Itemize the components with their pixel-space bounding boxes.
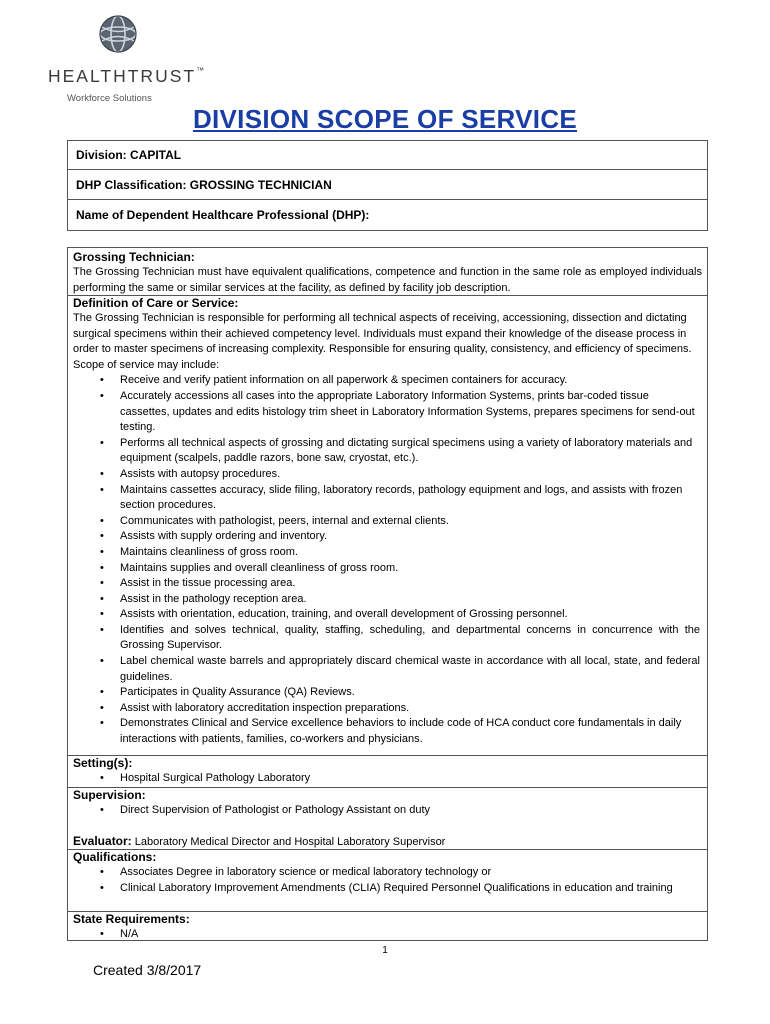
scope-box [67,247,708,941]
globe-icon [98,14,138,54]
list-item: • Label chemical waste barrels and appropriately discard chemical waste in accordance with all local, state, and federal guidelines. [73,654,702,685]
qualifications-heading: Qualifications: [73,850,157,864]
list-item: • Assist in the tissue processing area. [73,576,702,592]
supervision-section [68,788,707,850]
list-item: • Direct Supervision of Pathologist or Pathology Assistant on duty [73,803,702,819]
list-item: • Participates in Quality Assurance (QA) Reviews. [73,685,702,701]
list-item: • Performs all technical aspects of grossing and dictating surgical specimens using a variety of laboratory materials and equipment (scalpels, paddle razors, bone saw, cryostat, etc.). [73,436,702,467]
grossing-text: The Grossing Technician must have equivalent qualifications, competence and function in the same role as employed individuals performing the same or similar services at the facility, as defined by facility job description. [73,266,702,294]
list-item: • Assist with laboratory accreditation inspection preparations. [73,701,702,717]
list-item: • Assists with supply ordering and inventory. [73,529,702,545]
list-item: • Clinical Laboratory Improvement Amendments (CLIA) Required Personnel Qualifications in education and training [73,881,702,897]
list-item: • Receive and verify patient information on all paperwork & specimen containers for accuracy. [73,373,702,389]
list-item: • Assists with autopsy procedures. [73,467,702,483]
qualifications-section [68,850,707,912]
grossing-heading: Grossing Technician: [73,250,195,264]
list-item: • Assists with orientation, education, training, and overall development of Grossing personnel. [73,607,702,623]
list-item: • Maintains cleanliness of gross room. [73,545,702,561]
classification-row: DHP Classification: GROSSING TECHNICIAN [68,170,707,200]
page-number: 1 [382,945,388,956]
list-item: • Demonstrates Clinical and Service excellence behaviors to include code of HCA conduct core fundamentals in daily interactions with patients, families, co-workers and physicians. [73,716,702,747]
list-item: • N/A [73,927,702,943]
list-item: • Associates Degree in laboratory science or medical laboratory technology or [73,865,702,881]
supervision-list [73,803,702,819]
list-item: • Maintains supplies and overall cleanliness of gross room. [73,561,702,577]
info-box [67,140,708,231]
grossing-section [68,248,707,296]
list-item: • Identifies and solves technical, quality, staffing, scheduling, and departmental concerns in concurrence with the Grossing Supervisor. [73,623,702,654]
setting-heading: Setting(s): [73,756,133,770]
definition-list [73,373,702,747]
evaluator-text: Laboratory Medical Director and Hospital Laboratory Supervisor [134,835,446,848]
created-date: Created 3/8/2017 [93,962,202,978]
list-item: • Hospital Surgical Pathology Laboratory [73,771,702,787]
list-item: • Assist in the pathology reception area. [73,592,702,608]
definition-text: The Grossing Technician is responsible for performing all technical aspects of receiving, accessioning, dissection and dictating surgical specimens within their achieved competency level. Individuals must expand their knowledge of the disease process in order to master specimens of increasing complexity. Responsible for ensuring quality, consistency, and efficiency of specimens. Scope of service may include: [73,312,692,371]
qualifications-list [73,865,702,896]
list-item: • Accurately accessions all cases into the appropriate Laboratory Information Systems, prints bar-coded tissue cassettes, updates and edits histology trim sheet in Laboratory Information Systems, prepares specimens for send-out testing. [73,389,702,436]
healthtrust-logo [48,14,207,104]
supervision-heading: Supervision: [73,788,146,802]
logo-subtitle: Workforce Solutions [67,93,152,104]
setting-section [68,756,707,788]
dhp-name-row: Name of Dependent Healthcare Professional (DHP): [76,208,370,222]
list-item: • Communicates with pathologist, peers, internal and external clients. [73,514,702,530]
division-row: Division: CAPITAL [68,141,707,170]
state-list [73,927,702,943]
state-section [68,912,707,940]
evaluator-line [73,834,702,851]
state-heading: State Requirements: [73,912,190,926]
setting-list [73,771,702,787]
list-item: • Maintains cassettes accuracy, slide filing, laboratory records, pathology equipment and logs, and assists with frozen section procedures. [73,483,702,514]
logo-trademark: ™ [196,66,207,75]
evaluator-label: Evaluator: [73,833,132,848]
definition-heading: Definition of Care or Service: [73,296,239,310]
page-title: DIVISION SCOPE OF SERVICE [192,104,578,134]
logo-name: HEALTHTRUST™ [48,66,207,86]
definition-section [68,296,707,756]
